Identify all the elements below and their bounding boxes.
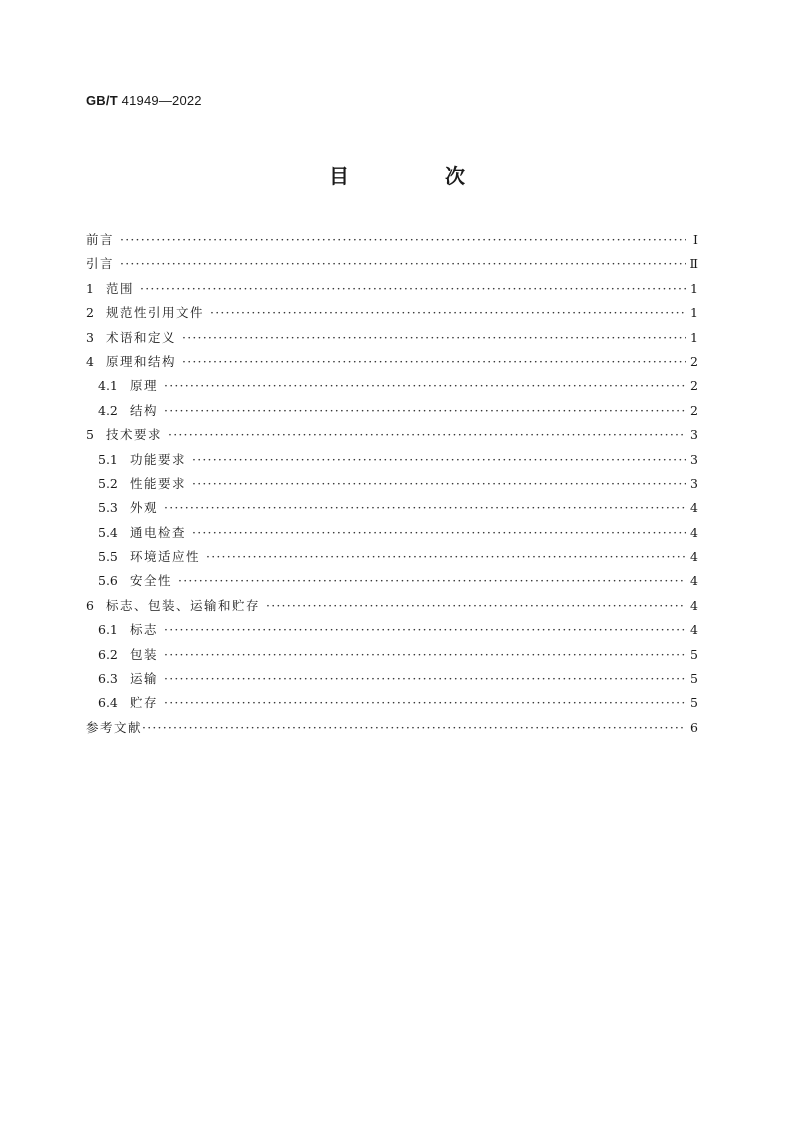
toc-leader-dots xyxy=(164,399,686,423)
toc-leader-dots xyxy=(164,691,686,715)
toc-entry-6-4[interactable] xyxy=(86,691,698,715)
toc-entry-title: 贮存 xyxy=(130,695,159,711)
toc-entry-title: 运输 xyxy=(130,671,159,687)
toc-entry-number: 6.1 xyxy=(98,622,118,638)
toc-entry-6[interactable] xyxy=(86,594,698,618)
toc-entry-page: 4 xyxy=(690,524,698,540)
standard-number: 41949—2022 xyxy=(121,93,202,108)
toc-entry-4[interactable] xyxy=(86,350,698,374)
toc-leader-dots xyxy=(120,228,686,252)
toc-entry-page: 5 xyxy=(690,671,698,687)
toc-entry-page: 2 xyxy=(690,378,698,394)
toc-entry-page: Ⅱ xyxy=(689,256,698,272)
toc-entry-title: 包装 xyxy=(130,646,159,662)
toc-entry-number: 5 xyxy=(86,427,94,443)
toc-leader-dots xyxy=(210,301,686,325)
toc-entry-5-4[interactable] xyxy=(86,521,698,545)
toc-leader-dots xyxy=(142,716,686,740)
toc-entry-number: 4.1 xyxy=(98,378,118,394)
toc-leader-dots xyxy=(192,521,686,545)
toc-entry-foreword[interactable] xyxy=(86,228,698,252)
toc-entry-title: 范围 xyxy=(106,280,135,296)
toc-entry-number: 5.5 xyxy=(98,549,118,565)
toc-entry-6-3[interactable] xyxy=(86,667,698,691)
toc-entry-page: 5 xyxy=(690,646,698,662)
toc-entry-6-1[interactable] xyxy=(86,618,698,642)
toc-entry-page: 4 xyxy=(690,573,698,589)
toc-leader-dots xyxy=(164,643,686,667)
toc-entry-page: 2 xyxy=(690,402,698,418)
toc-entry-title: 功能要求 xyxy=(130,451,187,467)
toc-entry-number: 2 xyxy=(86,305,94,321)
toc-entry-title: 环境适应性 xyxy=(130,549,201,565)
toc-entry-title: 外观 xyxy=(130,500,159,516)
toc-leader-dots xyxy=(164,667,686,691)
toc-entry-title: 标志、包装、运输和贮存 xyxy=(106,597,261,613)
toc-leader-dots xyxy=(178,569,686,593)
toc-entry-page: Ⅰ xyxy=(693,232,698,247)
toc-entry-page: 5 xyxy=(690,695,698,711)
toc-entry-title: 前言 xyxy=(86,232,115,247)
toc-entry-title: 原理 xyxy=(130,378,159,394)
toc-leader-dots xyxy=(164,374,686,398)
toc-entry-6-2[interactable] xyxy=(86,643,698,667)
toc-entry-4-2[interactable] xyxy=(86,399,698,423)
toc-entry-5[interactable] xyxy=(86,423,698,447)
toc-entry-title: 原理和结构 xyxy=(106,353,177,369)
standard-code xyxy=(86,93,202,108)
toc-entry-3[interactable] xyxy=(86,326,698,350)
toc-entry-title: 性能要求 xyxy=(130,475,187,491)
toc-entry-page: 4 xyxy=(690,549,698,565)
toc-entry-5-5[interactable] xyxy=(86,545,698,569)
toc-leader-dots xyxy=(192,448,686,472)
toc-entry-title: 术语和定义 xyxy=(106,329,177,345)
page-title: 目 次 xyxy=(329,164,503,188)
toc-entry-number: 3 xyxy=(86,329,94,345)
table-of-contents xyxy=(86,228,698,740)
toc-entry-page: 1 xyxy=(690,280,698,296)
toc-entry-number: 5.4 xyxy=(98,524,118,540)
toc-entry-2[interactable] xyxy=(86,301,698,325)
toc-entry-page: 4 xyxy=(690,622,698,638)
toc-entry-number: 5.3 xyxy=(98,500,118,516)
toc-entry-page: 4 xyxy=(690,597,698,613)
toc-entry-page: 6 xyxy=(690,719,698,735)
toc-entry-number: 6.3 xyxy=(98,671,118,687)
toc-leader-dots xyxy=(168,423,686,447)
toc-entry-title: 标志 xyxy=(130,622,159,638)
toc-entry-number: 1 xyxy=(86,280,94,296)
toc-entry-5-6[interactable] xyxy=(86,569,698,593)
toc-entry-number: 6 xyxy=(86,597,94,613)
toc-entry-title: 技术要求 xyxy=(106,427,163,443)
toc-entry-number: 4.2 xyxy=(98,402,118,418)
toc-leader-dots xyxy=(192,472,686,496)
standard-prefix: GB/T xyxy=(86,93,118,108)
toc-entry-title: 规范性引用文件 xyxy=(106,305,205,321)
toc-entry-number: 4 xyxy=(86,353,94,369)
toc-entry-page: 3 xyxy=(690,475,698,491)
toc-entry-title: 安全性 xyxy=(130,573,173,589)
toc-leader-dots xyxy=(120,252,685,276)
toc-leader-dots xyxy=(182,350,686,374)
toc-entry-5-3[interactable] xyxy=(86,496,698,520)
toc-entry-title: 通电检查 xyxy=(130,524,187,540)
toc-leader-dots xyxy=(140,277,686,301)
toc-entry-title: 结构 xyxy=(130,402,159,418)
toc-entry-number: 5.1 xyxy=(98,451,118,467)
toc-leader-dots xyxy=(164,496,686,520)
toc-leader-dots xyxy=(206,545,686,569)
toc-entry-number: 6.2 xyxy=(98,646,118,662)
toc-leader-dots xyxy=(182,326,686,350)
toc-entry-page: 1 xyxy=(690,329,698,345)
toc-leader-dots xyxy=(164,618,686,642)
toc-entry-page: 4 xyxy=(690,500,698,516)
toc-entry-5-2[interactable] xyxy=(86,472,698,496)
toc-entry-introduction[interactable] xyxy=(86,252,698,276)
toc-entry-number: 6.4 xyxy=(98,695,118,711)
toc-entry-title: 引言 xyxy=(86,256,115,272)
toc-entry-number: 5.6 xyxy=(98,573,118,589)
toc-entry-title: 参考文献 xyxy=(86,719,143,735)
toc-entry-4-1[interactable] xyxy=(86,374,698,398)
toc-entry-page: 2 xyxy=(690,353,698,369)
toc-entry-page: 3 xyxy=(690,451,698,467)
toc-leader-dots xyxy=(266,594,686,618)
toc-entry-1[interactable] xyxy=(86,277,698,301)
toc-entry-page: 1 xyxy=(690,305,698,321)
toc-entry-bibliography[interactable] xyxy=(86,716,698,740)
toc-entry-page: 3 xyxy=(690,427,698,443)
toc-entry-5-1[interactable] xyxy=(86,448,698,472)
toc-entry-number: 5.2 xyxy=(98,475,118,491)
